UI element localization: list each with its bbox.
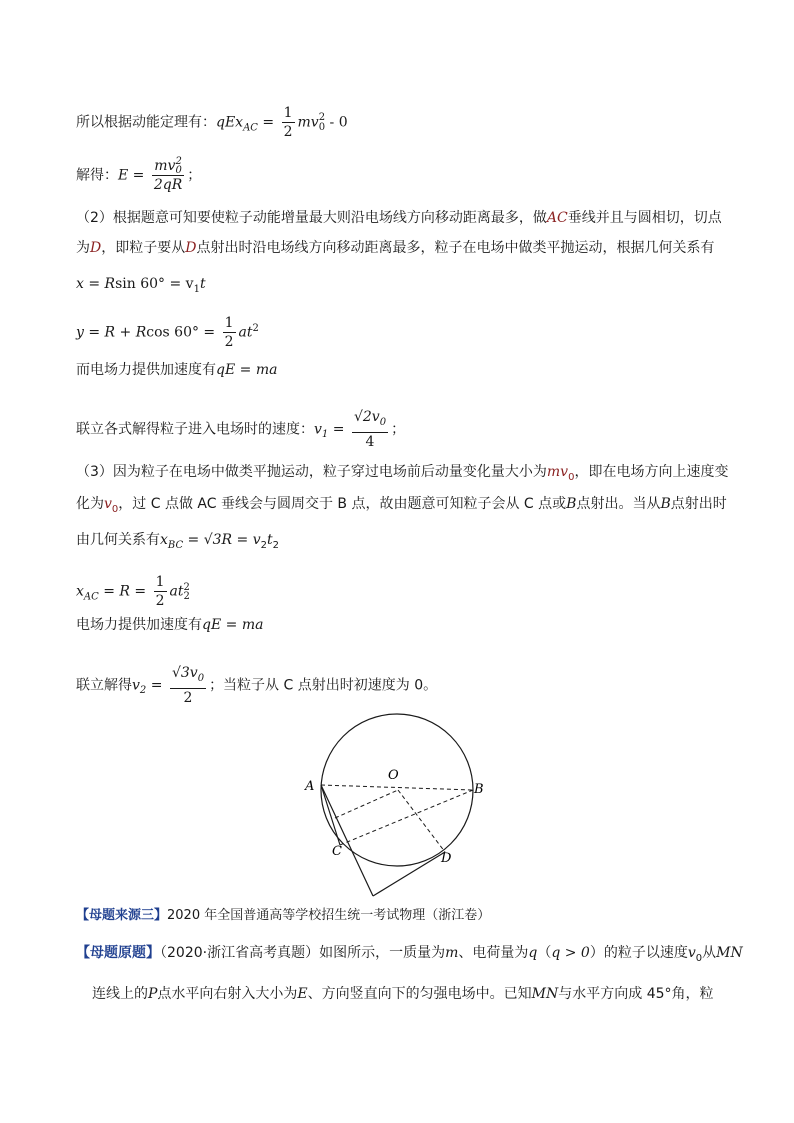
fraction: $\frac{1}{2}$ bbox=[224, 315, 234, 350]
label-b: B bbox=[474, 782, 484, 797]
circle bbox=[321, 714, 473, 866]
line-a-extended bbox=[321, 785, 373, 896]
fraction: $\frac{√2v_0}{4}$ bbox=[353, 409, 387, 450]
fraction: mv 2 0 2qR bbox=[153, 156, 183, 193]
dashed-o-d bbox=[398, 790, 445, 852]
part3-line1: （3）因为粒子在电场中做类平抛运动，粒子穿过电场前后动量变化量大小为$mv_0$，即在电场方向上速度变 bbox=[76, 464, 729, 483]
fraction: $\frac{1}{2}$ bbox=[155, 574, 165, 609]
part3-line3: 由几何关系有$x_{BC} = √3R = v_2t_2$ bbox=[76, 532, 280, 551]
solve-e-line: 解得：E = mv 2 0 2qR ； bbox=[76, 156, 202, 193]
fraction: $\frac{√3v_0}{2}$ bbox=[171, 665, 205, 706]
equation-x: x = Rsin $60^\circ = v_1t$ bbox=[76, 276, 206, 295]
fraction: $\frac{1}{2}$ bbox=[283, 105, 293, 140]
velocity-v1-line: 联立各式解得粒子进入电场时的速度：$v_1$ = $\frac{√2v_0}{4}$ ； bbox=[76, 409, 406, 450]
equation-xac: $x_{AC} = R$ = $\frac{1}{2}$ at 2 2 bbox=[76, 574, 190, 609]
force-accel-line-1: 而电场力提供加速度有qE = ma bbox=[76, 362, 278, 378]
tangent-line bbox=[373, 852, 445, 896]
diameter-ab bbox=[321, 785, 473, 790]
dashed-cb bbox=[340, 790, 473, 845]
label-d: D bbox=[441, 851, 452, 866]
equation-y: y = R + Rcos 60° = $\frac{1}{2}$ $at^2$ bbox=[76, 315, 259, 350]
circle-diagram bbox=[300, 712, 500, 902]
part2-line1: （2）根据题意可知要使粒子动能增量最大则沿电场线方向移动距离最多，做AC垂线并且与圆相切，切点 bbox=[76, 210, 722, 226]
source-line: 【母题来源三】2020 年全国普通高等学校招生统一考试物理（浙江卷） bbox=[76, 908, 491, 923]
problem-line2: 连线上的P点水平向右射入大小为E、方向竖直向下的匀强电场中。已知MN与水平方向成 45°角，粒 bbox=[92, 986, 714, 1002]
energy-theorem-line: 所以根据动能定理有：qEx$_{AC}$ = $\frac{1}{2}$ mv 2 0 - 0 bbox=[76, 105, 348, 140]
velocity-v2-line: 联立解得$v_2$ = $\frac{√3v_0}{2}$ ；当粒子从 C 点射出时初速度为 0。 bbox=[76, 665, 438, 706]
problem-line1: 【母题原题】（2020·浙江省高考真题）如图所示，一质量为m、电荷量为q（q > 0）的粒子以速度$v_0$从MN bbox=[76, 945, 743, 964]
label-c: C bbox=[332, 844, 342, 859]
dashed-a-parallel bbox=[335, 790, 398, 818]
line-ac bbox=[321, 785, 340, 845]
label-o: O bbox=[388, 768, 399, 783]
label-a: A bbox=[305, 779, 315, 794]
part2-line2: 为D，即粒子要从D点射出时沿电场线方向移动距离最多，粒子在电场中做类平抛运动，根据几何关系有 bbox=[76, 240, 715, 256]
part3-line2: 化为$v_0$，过 C 点做 AC 垂线会与圆周交于 B 点，故由题意可知粒子会从 C 点或B点射出。当从B点射出时 bbox=[76, 496, 727, 515]
force-accel-line-2: 电场力提供加速度有qE = ma bbox=[76, 617, 264, 633]
